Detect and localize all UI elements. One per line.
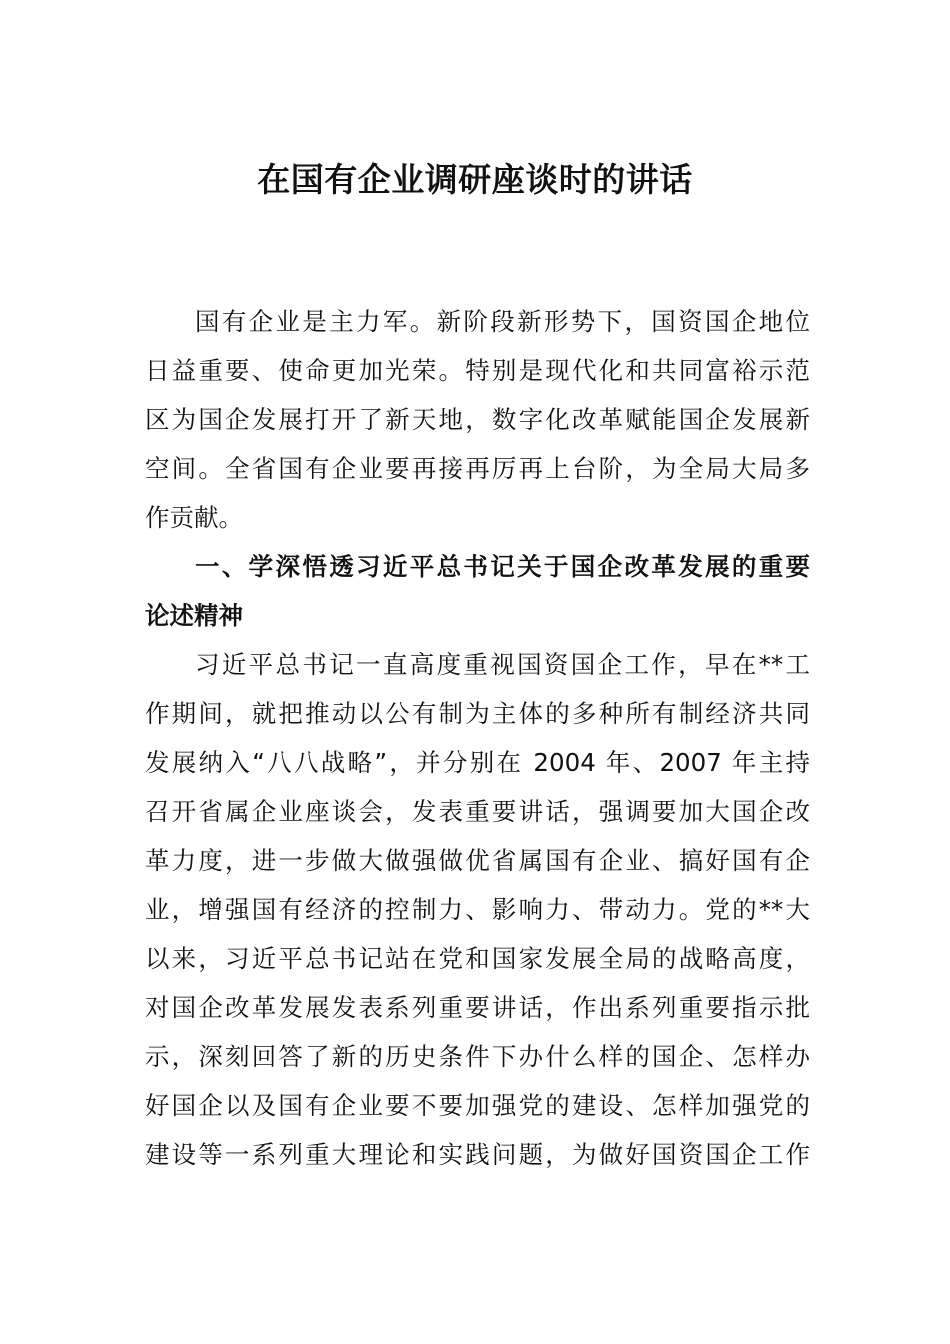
heading-line: 论述精神: [145, 601, 243, 630]
text-line: 日益重要、使命更加光荣。特别是现代化和共同富裕示范: [145, 356, 810, 385]
section-heading-1: [145, 542, 810, 640]
text-line: 作贡献。: [145, 503, 243, 532]
text-line: 以来，习近平总书记站在党和国家发展全局的战略高度，: [145, 944, 810, 973]
paragraph-intro: [145, 297, 810, 542]
text-line: 召开省属企业座谈会，发表重要讲话，强调要加大国企改: [145, 797, 810, 826]
text-line: 革力度，进一步做大做强做优省属国有企业、搞好国有企: [145, 846, 810, 875]
text-line: 作期间，就把推动以公有制为主体的多种所有制经济共同: [145, 699, 810, 728]
text-line: 业，增强国有经济的控制力、影响力、带动力。党的**大: [145, 895, 810, 924]
heading-line: 一、学深悟透习近平总书记关于国企改革发展的重要: [195, 552, 810, 581]
paragraph-section-1: [145, 640, 810, 1179]
text-line: 示，深刻回答了新的历史条件下办什么样的国企、怎样办: [145, 1042, 810, 1071]
text-line: 好国企以及国有企业要不要加强党的建设、怎样加强党的: [145, 1091, 810, 1120]
text-line: 建设等一系列重大理论和实践问题，为做好国资国企工作: [145, 1140, 810, 1169]
document-title: 在国有企业调研座谈时的讲话: [257, 160, 693, 199]
text-line: 发展纳入“八八战略”，并分别在 2004 年、2007 年主持: [145, 748, 810, 777]
text-line: 空间。全省国有企业要再接再厉再上台阶，为全局大局多: [145, 454, 810, 483]
text-line: 国有企业是主力军。新阶段新形势下，国资国企地位: [195, 307, 810, 336]
text-line: 区为国企发展打开了新天地，数字化改革赋能国企发展新: [145, 405, 810, 434]
text-line: 习近平总书记一直高度重视国资国企工作，早在**工: [195, 650, 810, 679]
text-line: 对国企改革发展发表系列重要讲话，作出系列重要指示批: [145, 993, 810, 1022]
document-body: [145, 297, 810, 1179]
